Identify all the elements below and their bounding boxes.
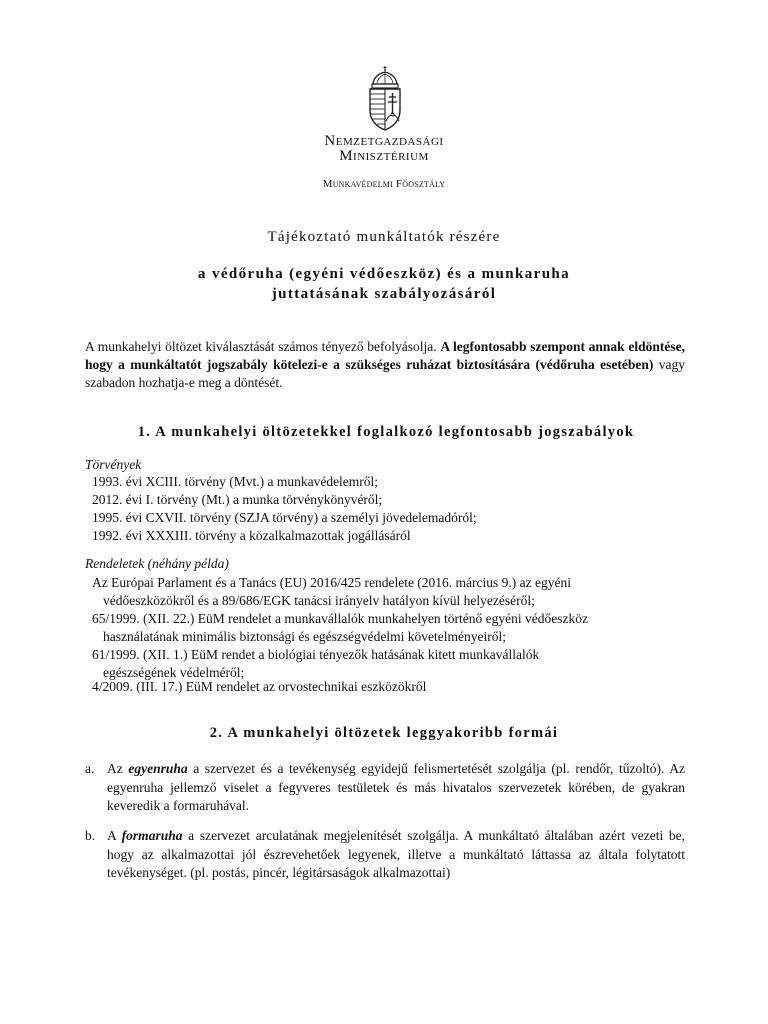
laws-label: Törvények [85,457,142,472]
law-item: 1993. évi XCIII. törvény (Mvt.) a munkavédelemről; [92,474,379,489]
list-item-term: formaruha [121,828,183,843]
law-item: 2012. évi I. törvény (Mt.) a munka törvénykönyvéről; [92,492,383,507]
list-item-label: b. [85,828,96,843]
document-title [0,264,768,304]
law-item: 1995. évi CXVII. törvény (SZJA törvény) a személyi jövedelemadóról; [92,510,477,525]
list-item-text [107,827,685,883]
list-item-pre: A [107,828,122,843]
regulations-label: Rendeletek (néhány példa) [85,556,229,571]
list-item [85,827,685,883]
document-title-line1: a védőruha (egyéni védőeszköz) és a munkaruha [197,266,571,282]
intro-paragraph [85,338,685,392]
regulation-continuation: egészségének védelméről; [103,665,245,680]
regulation-first-line: 4/2009. (III. 17.) EüM rendelet az orvostechnikai eszközökről [92,679,427,694]
intro-plain-text: A munkahelyi öltözet kiválasztását számos tényező befolyásolja. [85,339,441,354]
regulation-item [92,678,685,696]
regulation-item [92,610,685,646]
intro-bold-text: A legfontosabb szempont annak eldöntése, hogy a munkáltatót jogszabály kötelezi-e a szükséges ruházat biztosítására (védőruha esetében) [85,339,685,372]
ministry-name-line2: Minisztérium [339,148,429,164]
list-item [85,760,685,816]
regulation-continuation: használatának minimális biztonsági és egészségvédelmi követelményeiről; [103,629,506,644]
ministry-name-line1: Nemzetgazdasági [324,133,444,149]
list-item-post: a szervezet arculatának megjelenítését szolgálja. A munkáltató általában azért vezeti be, hogy az alkalmazottai jól észrevehetőek legyenek, illetve a munkáltató láttassa az általa folytatott tevékenységet. (pl. postás, pincér, légitársaságok alkalmazottai) [107,828,685,880]
list-item-pre: Az [107,761,129,776]
list-item-label: a. [85,761,95,776]
list-item-term: egyenruha [128,761,188,776]
regulation-first-line: 65/1999. (XII. 22.) EüM rendelet a munkavállalók munkahelyen történő egyéni védőeszköz [92,611,588,626]
section-2-heading: 2. A munkahelyi öltözetek leggyakoribb formái [209,725,559,741]
document-title-line2: juttatásának szabályozásáról [271,286,497,302]
list-item-post: a szervezet és a tevékenység egyidejű felismertetését szolgálja (pl. rendőr, tűzoltó). Az egyenruha jellemző viselet a fegyveres testületek és más hivatalos szervezetek körében, de gyakran keveredik a formaruhával. [107,761,685,813]
regulation-item [92,646,685,682]
section-1-heading: 1. A munkahelyi öltözetekkel foglalkozó legfontosabb jogszabályok [137,424,635,440]
law-item: 1992. évi XXXIII. törvény a közalkalmazottak jogállásáról [92,528,411,543]
document-subject: Tájékoztató munkáltatók részére [267,229,501,245]
list-item-text [107,760,685,816]
regulation-item [92,574,685,610]
regulation-first-line: 61/1999. (XII. 1.) EüM rendet a biológiai tényezők hatásának kitett munkavállalók [92,647,540,662]
department-name: Munkavédelmi Főosztály [322,178,446,190]
coat-of-arms-icon [364,66,406,132]
regulation-continuation: védőeszközökről és a 89/686/EGK tanácsi irányelv hatályon kívül helyezéséről; [103,593,535,608]
intro-tail-text: vagy szabadon hozhatja-e meg a döntését. [85,357,685,390]
regulation-first-line: Az Európai Parlament és a Tanács (EU) 2016/425 rendelete (2016. március 9.) az egyéni [92,575,572,590]
